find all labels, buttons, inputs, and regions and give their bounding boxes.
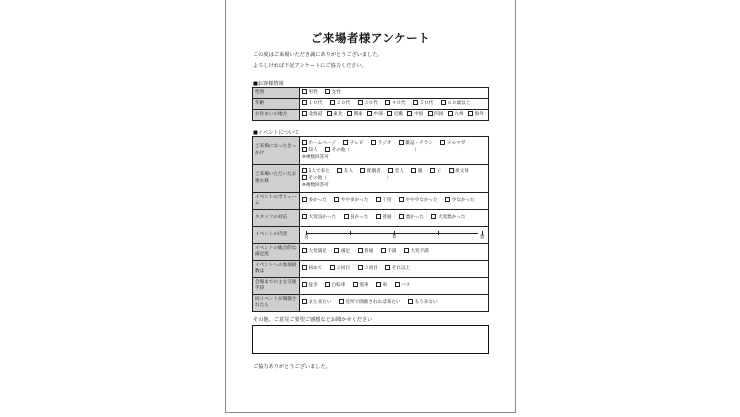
checkbox-option[interactable]: 少なかった bbox=[445, 197, 474, 204]
checkbox-option[interactable]: ６０歳以上 bbox=[441, 100, 470, 107]
checkbox-option[interactable]: それ以上 bbox=[385, 265, 410, 272]
checkbox-option[interactable]: 恋人 bbox=[388, 168, 404, 175]
checkbox-option[interactable]: 海外 bbox=[468, 111, 484, 118]
row-options[interactable] bbox=[300, 165, 489, 193]
table-row bbox=[253, 278, 489, 295]
scale-label-good: 良 bbox=[304, 235, 309, 240]
row-options[interactable] bbox=[300, 261, 489, 278]
checkbox-option[interactable]: 不満 bbox=[381, 248, 397, 255]
checkbox-option[interactable]: 大変不満 bbox=[404, 248, 429, 255]
checkbox-option[interactable]: １０代 bbox=[302, 100, 322, 107]
checkbox-option[interactable]: ３回目 bbox=[358, 265, 378, 272]
checkbox-option[interactable]: 女性 bbox=[325, 89, 341, 96]
checkbox-option[interactable]: 親 bbox=[411, 168, 422, 175]
row-options[interactable] bbox=[300, 193, 489, 210]
row-options[interactable] bbox=[300, 244, 489, 261]
checkbox-option[interactable]: ラジオ bbox=[371, 140, 391, 147]
intro-line: よろしければ下記アンケートにご協力ください。 bbox=[253, 63, 367, 69]
table-row bbox=[253, 210, 489, 227]
row-header: 同イベントが開催されたら bbox=[253, 295, 300, 312]
checkbox-option[interactable]: 祖父母 bbox=[449, 168, 469, 175]
checkbox-option[interactable]: メルマガ bbox=[440, 140, 465, 147]
checkbox-option[interactable]: ホームページ bbox=[302, 140, 336, 147]
checkbox-option[interactable]: 普通 bbox=[376, 214, 392, 221]
checkbox-option[interactable]: その他（ ） bbox=[302, 175, 391, 182]
row-header: お住まいの地方 bbox=[253, 110, 300, 121]
row-header: ご来場になったきっかけ bbox=[253, 137, 300, 165]
table-row bbox=[253, 99, 489, 110]
checkbox-option[interactable]: 大変良かった bbox=[302, 214, 336, 221]
row-header: スタッフの対応 bbox=[253, 210, 300, 227]
row-header: イベントの総合的な満足度 bbox=[253, 244, 300, 261]
row-options[interactable] bbox=[300, 99, 489, 110]
row-options[interactable] bbox=[300, 210, 489, 227]
survey-sheet bbox=[225, 0, 516, 413]
row-header: 会場までの主な交通手段 bbox=[253, 278, 300, 295]
checkbox-option[interactable]: 北海道 bbox=[302, 111, 322, 118]
checkbox-option[interactable]: 知人 bbox=[302, 147, 318, 154]
checkbox-option[interactable]: テレビ bbox=[343, 140, 363, 147]
checkbox-option[interactable]: 関東 bbox=[347, 111, 363, 118]
checkbox-option[interactable]: やや少なかった bbox=[399, 197, 438, 204]
checkbox-option[interactable]: 大変悪かった bbox=[431, 214, 465, 221]
checkbox-option[interactable]: 男性 bbox=[302, 89, 318, 96]
checkbox-option[interactable]: 悪かった bbox=[399, 214, 424, 221]
checkbox-option[interactable]: ５０代 bbox=[413, 100, 433, 107]
checkbox-option[interactable]: 良かった bbox=[344, 214, 369, 221]
row-header: 性別 bbox=[253, 88, 300, 99]
event-section-label: ■イベントについて bbox=[253, 130, 300, 136]
table-row bbox=[253, 110, 489, 121]
checkbox-option[interactable]: ３０代 bbox=[358, 100, 378, 107]
intro-text bbox=[253, 50, 383, 72]
survey-title: ご来場者様アンケート bbox=[310, 31, 431, 45]
row-options[interactable] bbox=[300, 110, 489, 121]
scale-line bbox=[306, 233, 478, 234]
checkbox-option[interactable]: ４０代 bbox=[385, 100, 405, 107]
comment-textarea[interactable] bbox=[252, 325, 489, 354]
scale-label-average: 普 bbox=[392, 235, 397, 240]
row-options[interactable] bbox=[300, 278, 489, 295]
event-table bbox=[252, 136, 489, 312]
closing-text: ご協力ありがとうございました。 bbox=[253, 364, 331, 370]
checkbox-option[interactable]: 近畿 bbox=[387, 111, 403, 118]
comment-label: その他、ご意見ご要望ご感想などお聞かせください bbox=[253, 317, 373, 323]
row-header: イベントへの参加回数は bbox=[253, 261, 300, 278]
table-row bbox=[253, 88, 489, 99]
checkbox-option[interactable]: 多かった bbox=[302, 197, 327, 204]
scale-tick bbox=[350, 231, 351, 235]
row-options[interactable] bbox=[300, 88, 489, 99]
checkbox-option[interactable]: 初めて bbox=[302, 265, 322, 272]
checkbox-option[interactable]: 東北 bbox=[327, 111, 343, 118]
checkbox-option[interactable]: また来たい bbox=[302, 299, 331, 306]
row-header: イベントのボリューム bbox=[253, 193, 300, 210]
checkbox-option[interactable]: ２０代 bbox=[330, 100, 350, 107]
checkbox-option[interactable]: 大変満足 bbox=[302, 248, 327, 255]
row-options[interactable] bbox=[300, 295, 489, 312]
checkbox-option[interactable]: バス bbox=[395, 282, 411, 289]
table-row bbox=[253, 261, 489, 278]
customer-info-label: ■お客様情報 bbox=[253, 81, 284, 87]
checkbox-option[interactable]: 車 bbox=[376, 282, 387, 289]
checkbox-option[interactable]: 中国 bbox=[407, 111, 423, 118]
row-header: イベントの内容 bbox=[253, 227, 300, 244]
table-row bbox=[253, 295, 489, 312]
checkbox-option[interactable]: 四国 bbox=[428, 111, 444, 118]
row-header: 年齢 bbox=[253, 99, 300, 110]
checkbox-option[interactable]: 丁度 bbox=[376, 197, 392, 204]
checkbox-option[interactable]: 中部 bbox=[367, 111, 383, 118]
rating-slider[interactable] bbox=[302, 229, 486, 241]
rating-scale[interactable] bbox=[300, 227, 489, 244]
checkbox-option[interactable]: 電車 bbox=[353, 282, 369, 289]
row-header: ご来場いただいたお連れ様 bbox=[253, 165, 300, 193]
scale-tick bbox=[438, 231, 439, 235]
intro-line: この度はご来場いただき誠にありがとうございました。 bbox=[253, 52, 383, 58]
scale-label-bad: 悪 bbox=[480, 235, 485, 240]
customer-info-table bbox=[252, 87, 489, 121]
checkbox-option[interactable]: 普通 bbox=[358, 248, 374, 255]
checkbox-option[interactable]: もう来ない bbox=[408, 299, 437, 306]
checkbox-option[interactable]: 近所で開催されれば来たい bbox=[339, 299, 401, 306]
table-row bbox=[253, 165, 489, 193]
checkbox-option[interactable]: 九州 bbox=[448, 111, 464, 118]
multiple-answer-note: ※複数回答可 bbox=[302, 154, 329, 160]
checkbox-option[interactable]: やや多かった bbox=[334, 197, 368, 204]
checkbox-option[interactable]: 満足 bbox=[334, 248, 350, 255]
checkbox-option[interactable]: ２回目 bbox=[330, 265, 350, 272]
table-row bbox=[253, 244, 489, 261]
row-options[interactable] bbox=[300, 137, 489, 165]
table-row bbox=[253, 227, 489, 244]
checkbox-option[interactable]: 雑誌・チラシ bbox=[399, 140, 433, 147]
table-row bbox=[253, 137, 489, 165]
checkbox-option[interactable]: 友人 bbox=[337, 168, 353, 175]
checkbox-option[interactable]: 子 bbox=[430, 168, 441, 175]
checkbox-option[interactable]: 自転車 bbox=[325, 282, 345, 289]
table-row bbox=[253, 193, 489, 210]
checkbox-option[interactable]: 徒歩 bbox=[302, 282, 318, 289]
checkbox-option[interactable]: その他（ ） bbox=[325, 147, 419, 154]
multiple-answer-note: ※複数回答可 bbox=[302, 182, 329, 188]
checkbox-option[interactable]: 配偶者 bbox=[360, 168, 380, 175]
checkbox-option[interactable]: 1人で来た bbox=[302, 168, 330, 175]
